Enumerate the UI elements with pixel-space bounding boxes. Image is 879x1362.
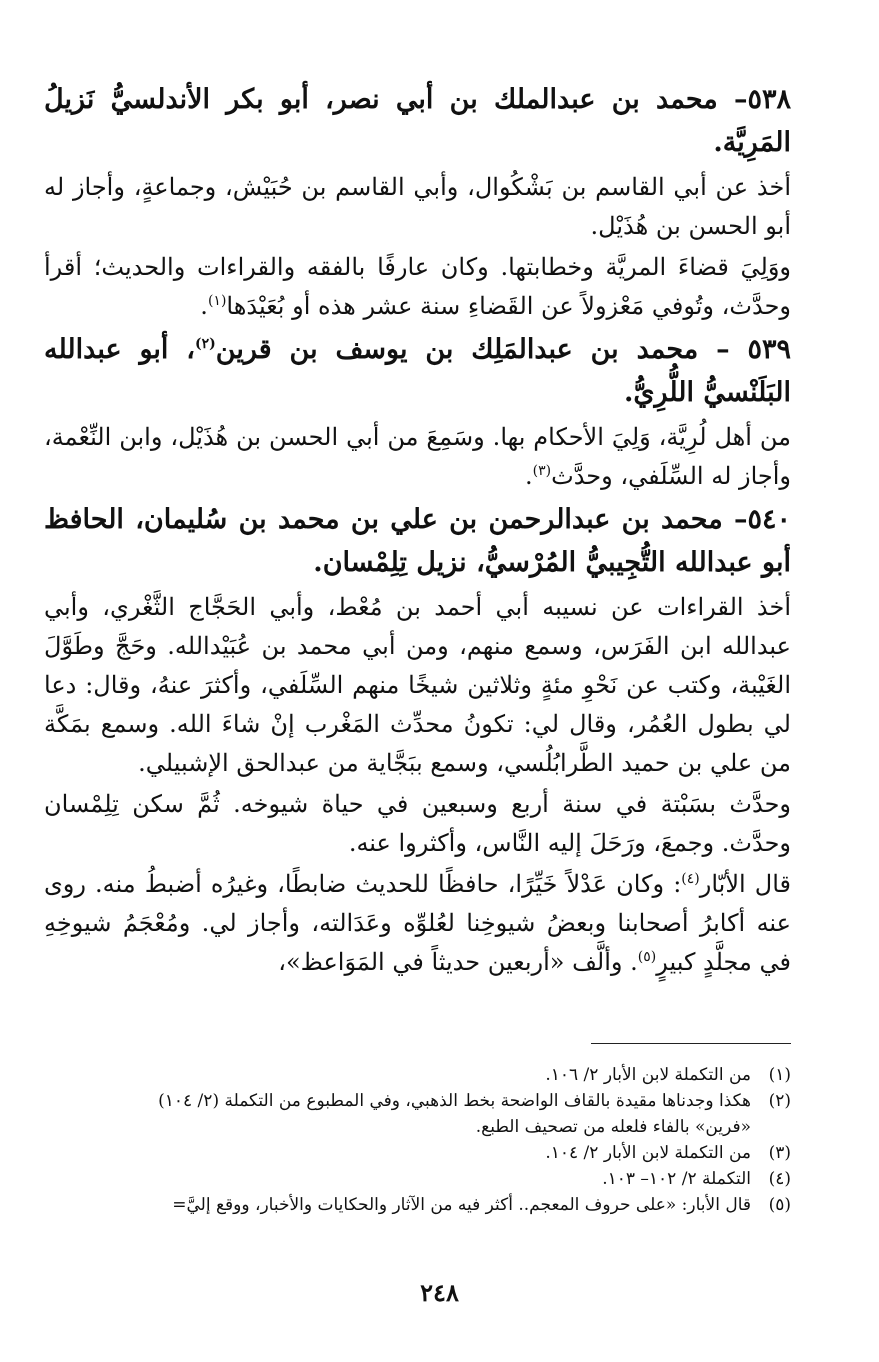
footnote-ref-3[interactable]: (٣): [532, 463, 552, 479]
footnote-ref-5[interactable]: (٥): [637, 949, 657, 965]
entry-539-paragraph-1: [44, 418, 791, 496]
entry-538-title: ٥٣٨– محمد بن عبدالملك بن أبي نصر، أبو بكر الأندلسيُّ نَزيلُ المَرِيَّة.: [44, 84, 791, 158]
entry-540-title: ٥٤٠– محمد بن عبدالرحمن بن علي بن محمد بن سُليمان، الحافظ أبو عبدالله التُّجِيبيُّ المُرْسيُّ، نزيل تِلِمْسان.: [44, 504, 791, 578]
entry-540-paragraph-2: وحدَّث بسَبْتة في سنة أربع وسبعين في حياة شيوخه. ثُمَّ سكن تِلِمْسان وحدَّث. وجمعَ، ورَحَلَ إليه النَّاس، وأكثروا عنه.: [44, 790, 791, 857]
footnote-1: [36, 1062, 791, 1088]
footnote-number: (٣): [768, 1143, 791, 1163]
footnote-text: هكذا وجدناها مقيدة بالقاف الواضحة بخط الذهبي، وفي المطبوع من التكملة (٢/ ١٠٤): [158, 1091, 751, 1111]
entry-538-paragraph-2: [44, 248, 791, 326]
paragraph-tail: .: [200, 292, 208, 320]
footnote-text: من التكملة لابن الأبار ٢/ ١٠٤.: [545, 1143, 751, 1163]
footnote-number: (٥): [768, 1195, 791, 1215]
paragraph-text: من أهل لُرِيَّة، وَلِيَ الأحكام بها. وسَمِعَ من أبي الحسن بن هُذَيْل، وابن النِّعْمة، وأجاز له السِّلَفي، وحدَّث: [44, 423, 791, 490]
page-number: ٢٤٨: [420, 1278, 459, 1307]
entry-540-paragraph-1: أخذ القراءات عن نسيبه أبي أحمد بن مُعْط، وأبي الحَجَّاج الثَّغْري، وأبي عبدالله ابن الفَرَس، وسمع منهم، ومن أبي محمد بن عُبَيْدالله. وحَجَّ وطَوَّلَ الغَيْبة، وكتب عن نَحْوِ مئةٍ وثلاثين شيخًا منهم السِّلَفي، وأكثرَ عنهُ، وقال: دعا لي بطول العُمُر، وقال لي: تكونُ محدِّث المَغْرب إنْ شاءَ الله. وسمع بمَكَّة من علي بن حميد الطَّرابُلُسي، وسمع ببَجَّاية من عبدالحق الإشبيلي.: [44, 593, 791, 777]
footnote-3: [36, 1140, 791, 1166]
footnote-2: [36, 1088, 791, 1114]
footnote-number: (١): [768, 1065, 791, 1085]
paragraph-tail: .: [524, 462, 533, 490]
paragraph-tail: : وكان عَدْلاً خَيِّرًا، حافظًا للحديث ضابطًا، وغيرُه أضبطُ منه. روى عنه أكابرُ أصحابنا وبعضُ شيوخِنا لعُلوِّه وعَدَالته، وأجاز لي. ومُعْجَمُ شيوخِهِ في مجلَّدٍ كبيرٍ: [44, 870, 791, 976]
footnote-ref-4[interactable]: (٤): [681, 871, 700, 887]
title-part-2: ، أبو عبدالله البَلَنْسيُّ اللُّرِيُّ.: [44, 334, 791, 408]
title-part-1: ٥٣٩ – محمد بن عبدالمَلِك بن يوسف بن قرين: [215, 334, 791, 365]
paragraph-text: قال الأبّار: [699, 870, 792, 898]
footnotes: [36, 1062, 791, 1218]
footnote-2-continuation: «فرين» بالفاء فلعله من تصحيف الطبع.: [475, 1117, 751, 1137]
entry-538-paragraph-1: أخذ عن أبي القاسم بن بَشْكُوال، وأبي القاسم بن حُبَيْش، وجماعةٍ، وأجاز له أبو الحسن بن هُذَيْل.: [44, 173, 791, 240]
footnote-text: التكملة ٢/ ١٠٢– ١٠٣.: [602, 1169, 751, 1189]
footnote-ref-1[interactable]: (١): [207, 293, 227, 309]
footnote-number: (٢): [768, 1091, 791, 1111]
paragraph-text: ووَلِيَ قضاءَ المريَّة وخطابتها. وكان عارفًا بالفقه والقراءات والحديث؛ أقرأ وحدَّث، وتُوفي مَعْزولاً عن القَضاءِ سنة عشر هذه أو بُعَيْدَها: [44, 253, 791, 320]
footnote-separator: [591, 1043, 791, 1044]
entry-539-title: [44, 328, 791, 414]
footnote-text: من التكملة لابن الأبار ٢/ ١٠٦.: [545, 1065, 751, 1085]
footnote-4: [36, 1166, 791, 1192]
footnote-text: قال الأبار: «على حروف المعجم.. أكثر فيه من الآثار والحكايات والأخبار، ووقع إليَّ=: [172, 1195, 751, 1215]
paragraph-tail-2: . وألَّف «أربعين حديثاً في المَوَاعظ»،: [278, 948, 638, 976]
entry-540-paragraph-3: [44, 865, 791, 982]
footnote-5: [36, 1192, 791, 1218]
footnote-ref-2[interactable]: (٢): [195, 336, 216, 352]
footnote-number: (٤): [768, 1169, 791, 1189]
